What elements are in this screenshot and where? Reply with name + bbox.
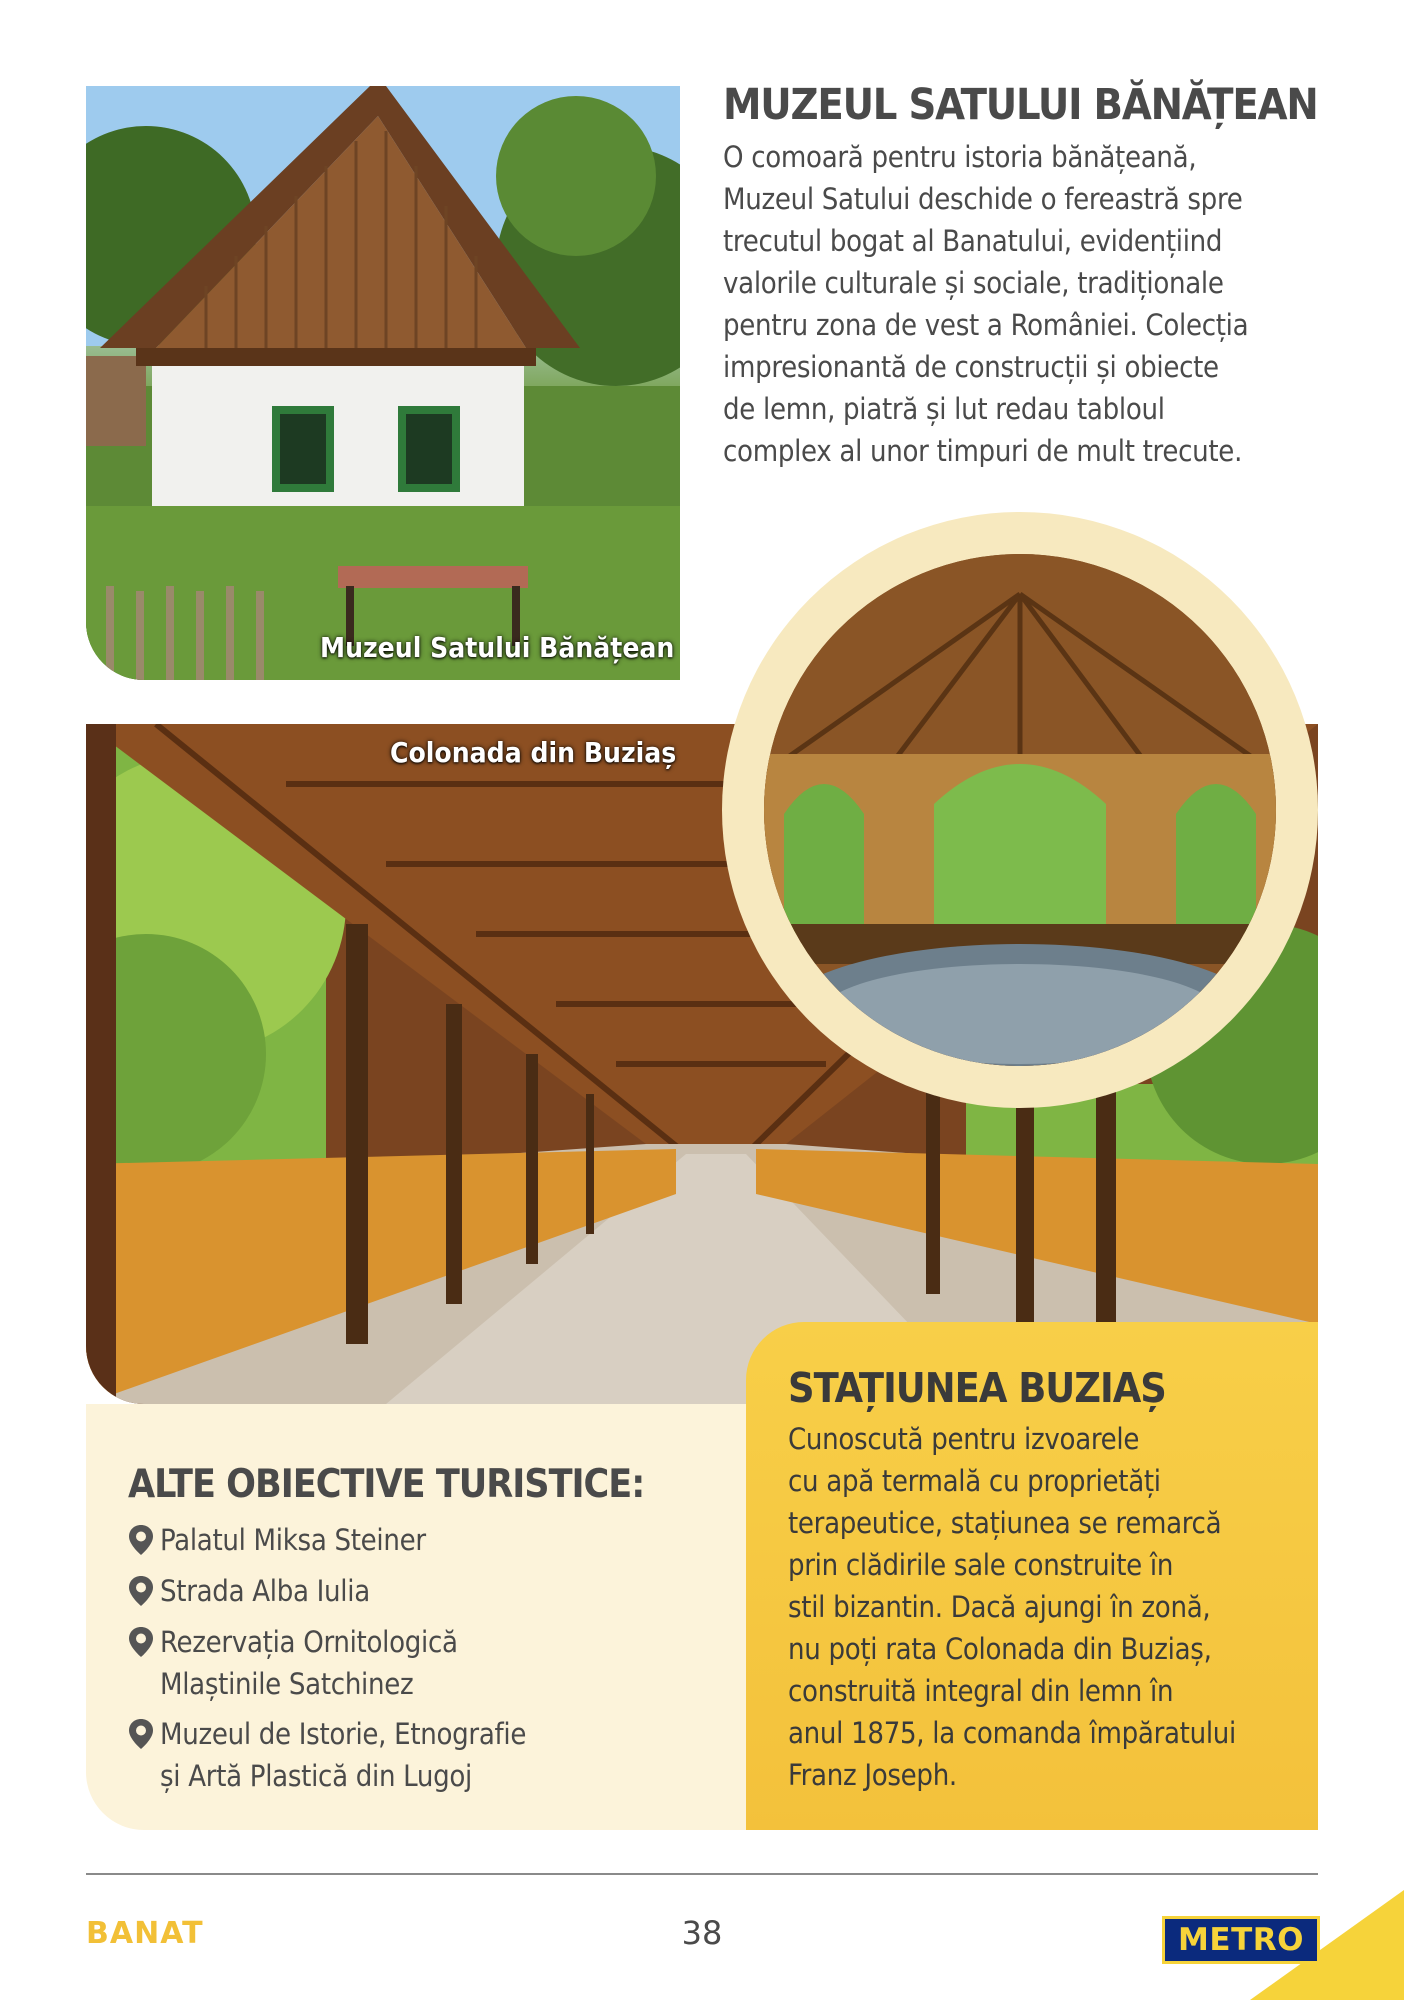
gazebo-illustration [764,554,1276,1066]
photo-gazebo-circle [764,554,1276,1066]
body-line: de lemn, piatră și lut redau tabloul [723,392,1165,426]
footer-region-label: BANAT [86,1916,204,1951]
body-line: impresionantă de construcții și obiecte [723,350,1219,384]
section-title-statiunea: STAȚIUNEA BUZIAȘ [788,1364,1166,1412]
list-line: Rezervația Ornitologică [160,1625,458,1659]
list-item-text [160,1713,680,1797]
body-line: prin clădirile sale construite în [788,1548,1174,1582]
body-line: construită integral din lemn în [788,1674,1174,1708]
list-item [128,1570,680,1612]
list-item-text [160,1519,680,1561]
metro-logo: METRO [1162,1916,1320,1964]
list-line: Palatul Miksa Steiner [160,1523,426,1557]
section-body-muzeul [723,136,1323,472]
body-line: cu apă termală cu proprietăți [788,1464,1161,1498]
body-line: pentru zona de vest a României. Colecția [723,308,1249,342]
body-line: nu poți rata Colonada din Buziaș, [788,1632,1212,1666]
body-line: complex al unor timpuri de mult trecute. [723,434,1243,468]
caption-muzeul-satului: Muzeul Satului Bănățean [320,631,675,664]
map-pin-icon [128,1626,154,1658]
body-line: Franz Joseph. [788,1758,957,1792]
list-item [128,1519,680,1561]
map-pin-icon [128,1718,154,1750]
caption-colonada-buzias: Colonada din Buziaș [390,736,677,769]
list-line: Muzeul de Istorie, Etnografie [160,1717,527,1751]
map-pin-icon [128,1575,154,1607]
village-house-illustration [86,86,680,680]
body-line: Muzeul Satului deschide o fereastră spre [723,182,1243,216]
footer-divider [86,1873,1318,1875]
list-item [128,1621,680,1705]
list-item-text [160,1621,680,1705]
section-body-statiunea [788,1418,1298,1796]
list-item-text [160,1570,680,1612]
list-line: și Artă Plastică din Lugoj [160,1759,473,1793]
page-number: 38 [681,1914,723,1952]
body-line: Cunoscută pentru izvoarele [788,1422,1140,1456]
list-line: Mlaștinile Satchinez [160,1667,414,1701]
body-line: terapeutice, stațiunea se remarcă [788,1506,1222,1540]
map-pin-icon [128,1524,154,1556]
body-line: O comoară pentru istoria bănățeană, [723,140,1197,174]
body-line: trecutul bogat al Banatului, evidențiind [723,224,1223,258]
list-item [128,1713,680,1797]
photo-muzeul-satului [86,86,680,680]
body-line: valorile culturale și sociale, tradiționale [723,266,1224,300]
body-line: anul 1875, la comanda împăratului [788,1716,1236,1750]
section-title-alte-obiective: ALTE OBIECTIVE TURISTICE: [128,1462,645,1507]
section-title-muzeul: MUZEUL SATULUI BĂNĂȚEAN [723,80,1318,130]
body-line: stil bizantin. Dacă ajungi în zonă, [788,1590,1211,1624]
list-line: Strada Alba Iulia [160,1574,370,1608]
